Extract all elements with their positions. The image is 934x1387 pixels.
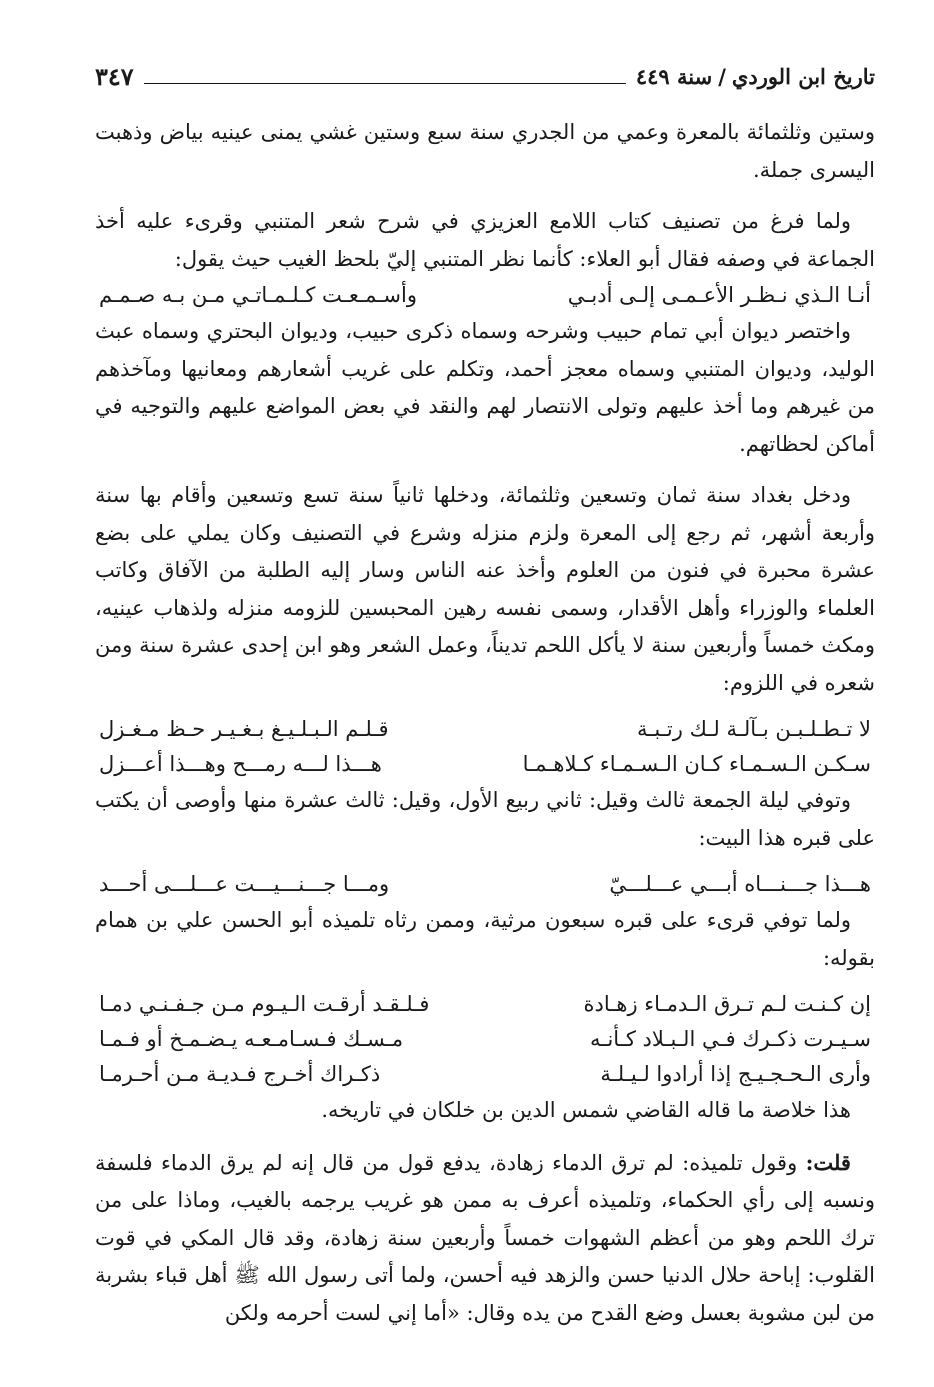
verse-second-hemistich: فـلـقـد أرقـت الـيـوم مـن جـفـنـي دمـا [99, 992, 430, 1016]
header-rule [144, 83, 626, 84]
verse-line [95, 867, 875, 902]
book-title: تاريخ ابن الوردي [731, 63, 875, 89]
paragraph: ودخل بغداد سنة ثمان وتسعين وثلثمائة، ودخلها ثانياً سنة تسع وتسعين وأقام بها سنة وأربعة أشهر، ثم رجع إلى المعرة ولزم منزله وشرع في التصنيف وكان يملي على بضع عشرة محبرة في فنون من العلوم وأخذ عنه الناس وسار إليه الطلبة من الآفاق وكاتب العلماء والوزراء وأهل الأقدار، وسمى نفسه رهين المحبسين للزومه منزله ولذهاب عينيه، ومكث خمساً وأربعين سنة لا يأكل اللحم تديناً، وعمل الشعر وهو ابن إحدى عشرة سنة ومن شعره في اللزوم: [95, 483, 875, 695]
verse-second-hemistich: ومـــا جـــنـــيـــت عـــلـــى أحـــد [99, 872, 390, 896]
paragraph: ولما توفي قرىء على قبره سبعون مرثية، وممن رثاه تلميذه أبو الحسن علي بن همام بقوله: [95, 908, 875, 970]
paragraph: وتوفي ليلة الجمعة ثالث وقيل: ثاني ربيع الأول، وقيل: ثالث عشرة منها وأوصى أن يكتب على قبره هذا البيت: [95, 788, 875, 850]
verse-second-hemistich: مـسـك فـسـامـعـه يـضـمـخ أو فـمـا [99, 1027, 404, 1051]
verse-line [95, 278, 875, 313]
page-header [95, 56, 875, 96]
verse-first-hemistich: لا تـطـلـبـن بـآلـة لـك رتـبـة [637, 717, 871, 741]
verse-first-hemistich: هـــذا جـــنـــاه أبـــي عـــلـــيّ [609, 872, 871, 896]
page-body [95, 114, 875, 1332]
header-separator: / [718, 63, 726, 89]
paragraph-text: وقول تلميذه: لم ترق الدماء زهادة، يدفع قول من قال إنه لم يرق الدماء فلسفة ونسبه إلى رأي الحكماء، وتلميذه أعرف به ممن هو غريب يرجمه بالغيب، وماذا على من ترك اللحم وهو من أعظم الشهوات خمساً وأربعين سنة زهادة، وقد قال المكي في قوت القلوب: إباحة حلال الدنيا حسن والزهد فيه أحسن، ولما أتى رسول الله ﷺ أهل قباء بشربة من لبن مشوبة بعسل وضع القدح من يده وقال: «أما إني لست أحرمه ولكن [95, 1150, 875, 1325]
verse-line [95, 1057, 875, 1092]
year-label: سنة ٤٤٩ [635, 63, 713, 89]
verse-line [95, 1022, 875, 1057]
paragraph: وستين وثلثمائة بالمعرة وعمي من الجدري سنة سبع وستين غشي يمنى عينيه بياض وذهبت اليسرى جملة. [95, 120, 875, 182]
verse-second-hemistich: هـــذا لـــه رمـــح وهـــذا أعـــزل [99, 752, 382, 776]
verse-first-hemistich: سـيـرت ذكـرك فـي الـبـلاد كـأنـه [590, 1027, 871, 1051]
paragraph: هذا خلاصة ما قاله القاضي شمس الدين بن خلكان في تاريخه. [321, 1098, 851, 1122]
verse-line [95, 987, 875, 1022]
verse-line [95, 712, 875, 747]
verse-first-hemistich: سـكـن الـسـمـاء كـان الـسـمـاء كـلاهـمـا [522, 752, 871, 776]
book-page [95, 56, 875, 1332]
verse-second-hemistich: وأسـمـعـت كـلـمـاتـي مـن بـه صـمـم [99, 283, 417, 307]
paragraph: ولما فرغ من تصنيف كتاب اللامع العزيزي في شرح شعر المتنبي وقرىء عليه أخذ الجماعة في وصفه فقال أبو العلاء: كأنما نظر المتنبي إليّ بلحظ الغيب حيث يقول: [95, 209, 875, 271]
verse-second-hemistich: ذكـراك أخـرج فـديـة مـن أحـرمـا [99, 1062, 381, 1086]
paragraph: واختصر ديوان أبي تمام حبيب وشرحه وسماه ذكرى حبيب، وديوان البحتري وسماه عبث الوليد، وديوان المتنبي وسماه معجز أحمد، وتكلم على غريب أشعارهم ومعانيها ومآخذهم من غيرهم وما أخذ عليهم وتولى الانتصار لهم والنقد في بعض المواضع عليهم والتوجيه في أماكن لحظاتهم. [95, 319, 875, 456]
qult-label: قلت: [805, 1149, 851, 1175]
verse-line [95, 747, 875, 782]
verse-first-hemistich: إن كـنـت لـم تـرق الـدمـاء زهـادة [583, 992, 871, 1016]
verse-second-hemistich: قـلـم الـبـلـيـغ بـغـيـر حـظ مـغـزل [99, 717, 389, 741]
paragraph [95, 1144, 875, 1333]
page-number: ٣٤٧ [95, 61, 134, 91]
verse-first-hemistich: أنـا الـذي نـظـر الأعـمـى إلـى أدبـي [567, 283, 871, 307]
verse-first-hemistich: وأرى الـحـجـيـج إذا أرادوا لـيـلـة [600, 1062, 871, 1086]
